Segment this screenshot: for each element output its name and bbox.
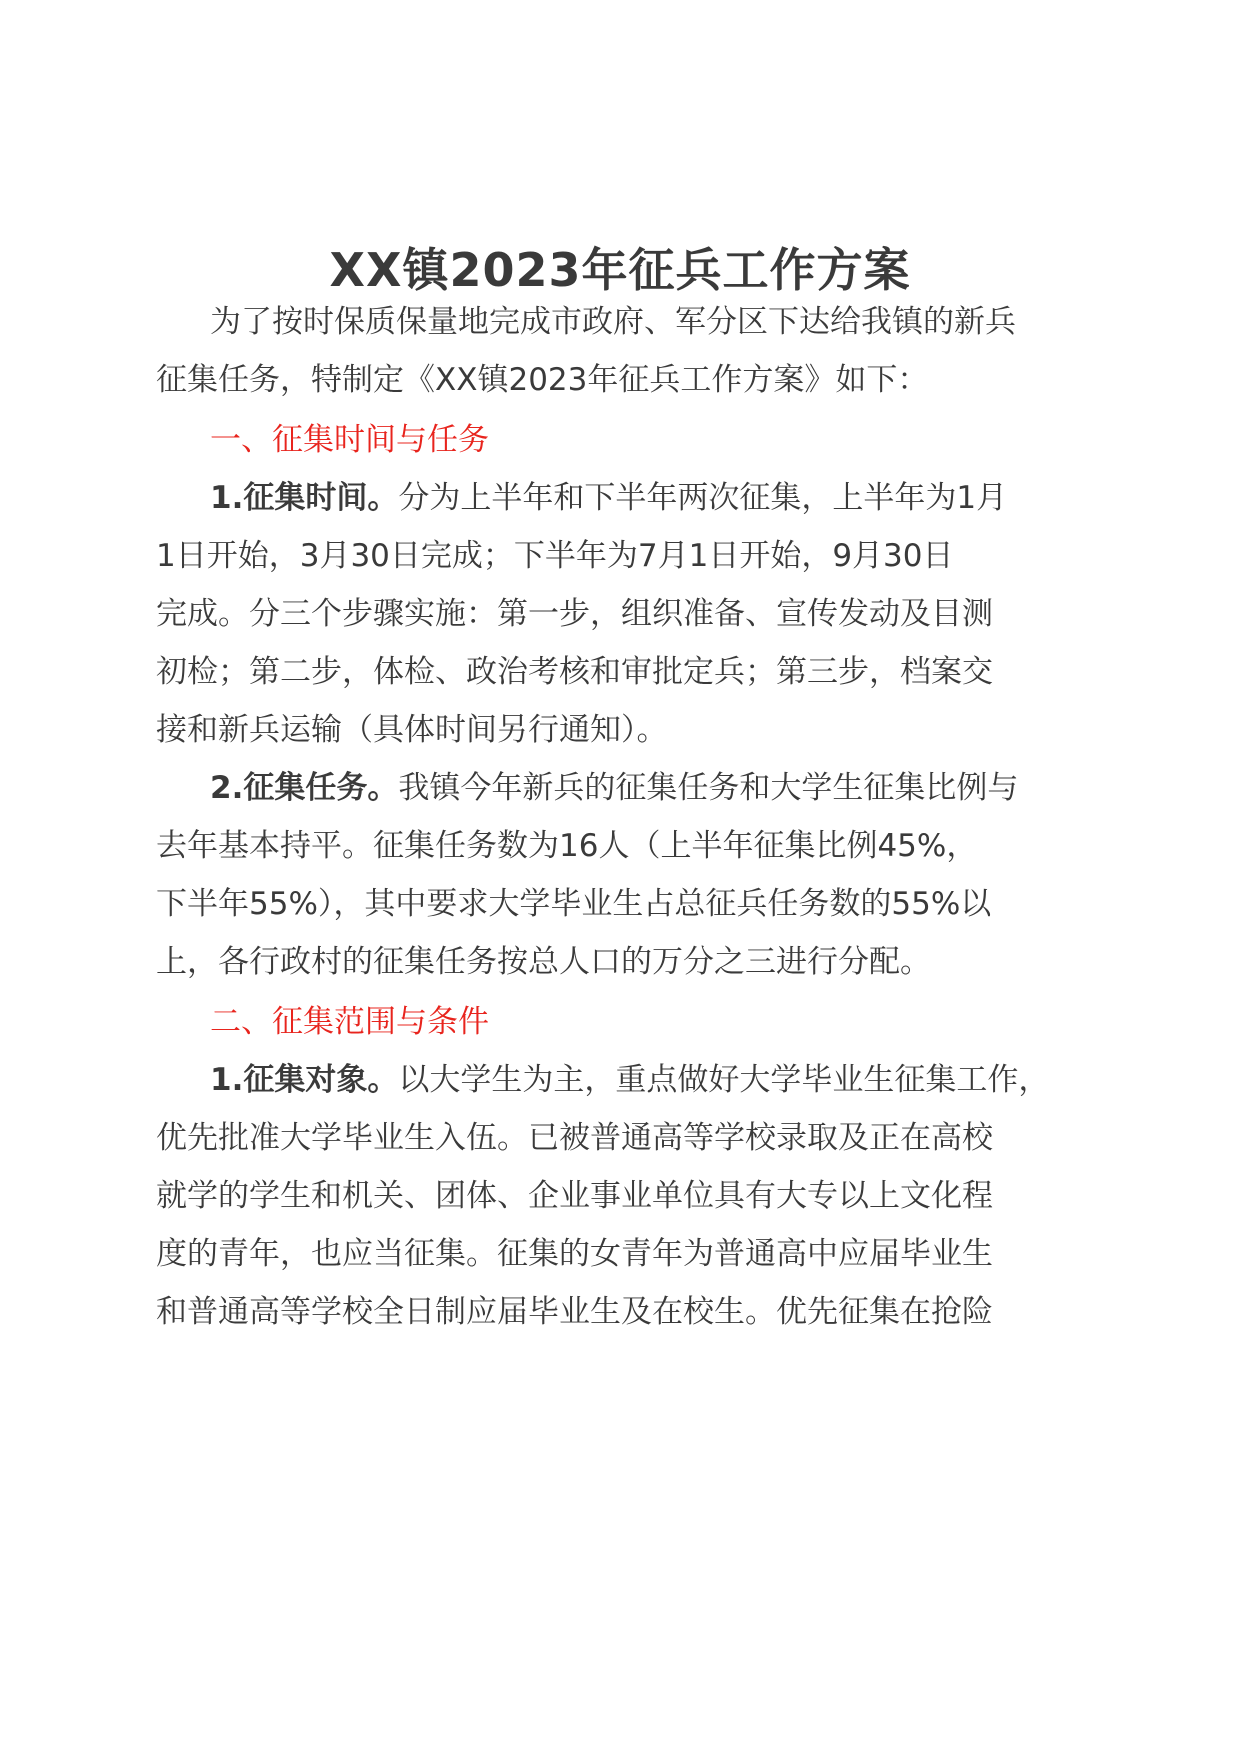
section-1-item-1-line-1: [210, 476, 1007, 520]
intro-line-1: 为了按时保质保量地完成市政府、军分区下达给我镇的新兵: [210, 304, 1016, 340]
section-1-item-2-text: 我镇今年新兵的征集任务和大学生征集比例与: [398, 770, 1019, 806]
section-1-item-1-label: 1.征集时间。: [210, 480, 399, 516]
section-1-item-1-line-2: 1日开始，3月30日完成；下半年为7月1日开始，9月30日: [156, 538, 954, 574]
section-1-item-2-line-1: [210, 766, 1018, 810]
intro-line-2: 征集任务，特制定《XX镇2023年征兵工作方案》如下：: [156, 362, 929, 398]
section-2-heading: 二、征集范围与条件: [210, 1004, 489, 1040]
section-1-item-1-line-4: 初检；第二步，体检、政治考核和审批定兵；第三步，档案交: [156, 654, 993, 690]
section-1-heading: 一、征集时间与任务: [210, 422, 489, 458]
document-title: XX镇2023年征兵工作方案: [329, 243, 911, 297]
section-2-item-1-line-4: 度的青年，也应当征集。征集的女青年为普通高中应届毕业生: [156, 1236, 993, 1272]
section-1-item-2-line-3: 下半年55%），其中要求大学毕业生占总征兵任务数的55%以: [156, 886, 992, 922]
section-2-item-1-line-2: 优先批准大学毕业生入伍。已被普通高等学校录取及正在高校: [156, 1120, 993, 1156]
section-1-item-2-label: 2.征集任务。: [210, 770, 399, 806]
section-2-item-1-label: 1.征集对象。: [210, 1062, 399, 1098]
section-2-item-1-line-5: 和普通高等学校全日制应届毕业生及在校生。优先征集在抢险: [156, 1294, 993, 1330]
section-1-item-2-line-4: 上，各行政村的征集任务按总人口的万分之三进行分配。: [156, 944, 931, 980]
section-1-item-2-line-2: 去年基本持平。征集任务数为16人（上半年征集比例45%，: [156, 828, 978, 864]
section-1-item-1-line-5: 接和新兵运输（具体时间另行通知）。: [156, 712, 668, 748]
section-1-item-1-line-3: 完成。分三个步骤实施：第一步，组织准备、宣传发动及目测: [156, 596, 993, 632]
section-2-item-1-line-3: 就学的学生和机关、团体、企业事业单位具有大专以上文化程: [156, 1178, 993, 1214]
section-2-item-1-line-1: [210, 1058, 1049, 1102]
section-1-item-1-text: 分为上半年和下半年两次征集，上半年为1月: [398, 480, 1008, 516]
section-2-item-1-text: 以大学生为主，重点做好大学毕业生征集工作，: [398, 1062, 1050, 1098]
